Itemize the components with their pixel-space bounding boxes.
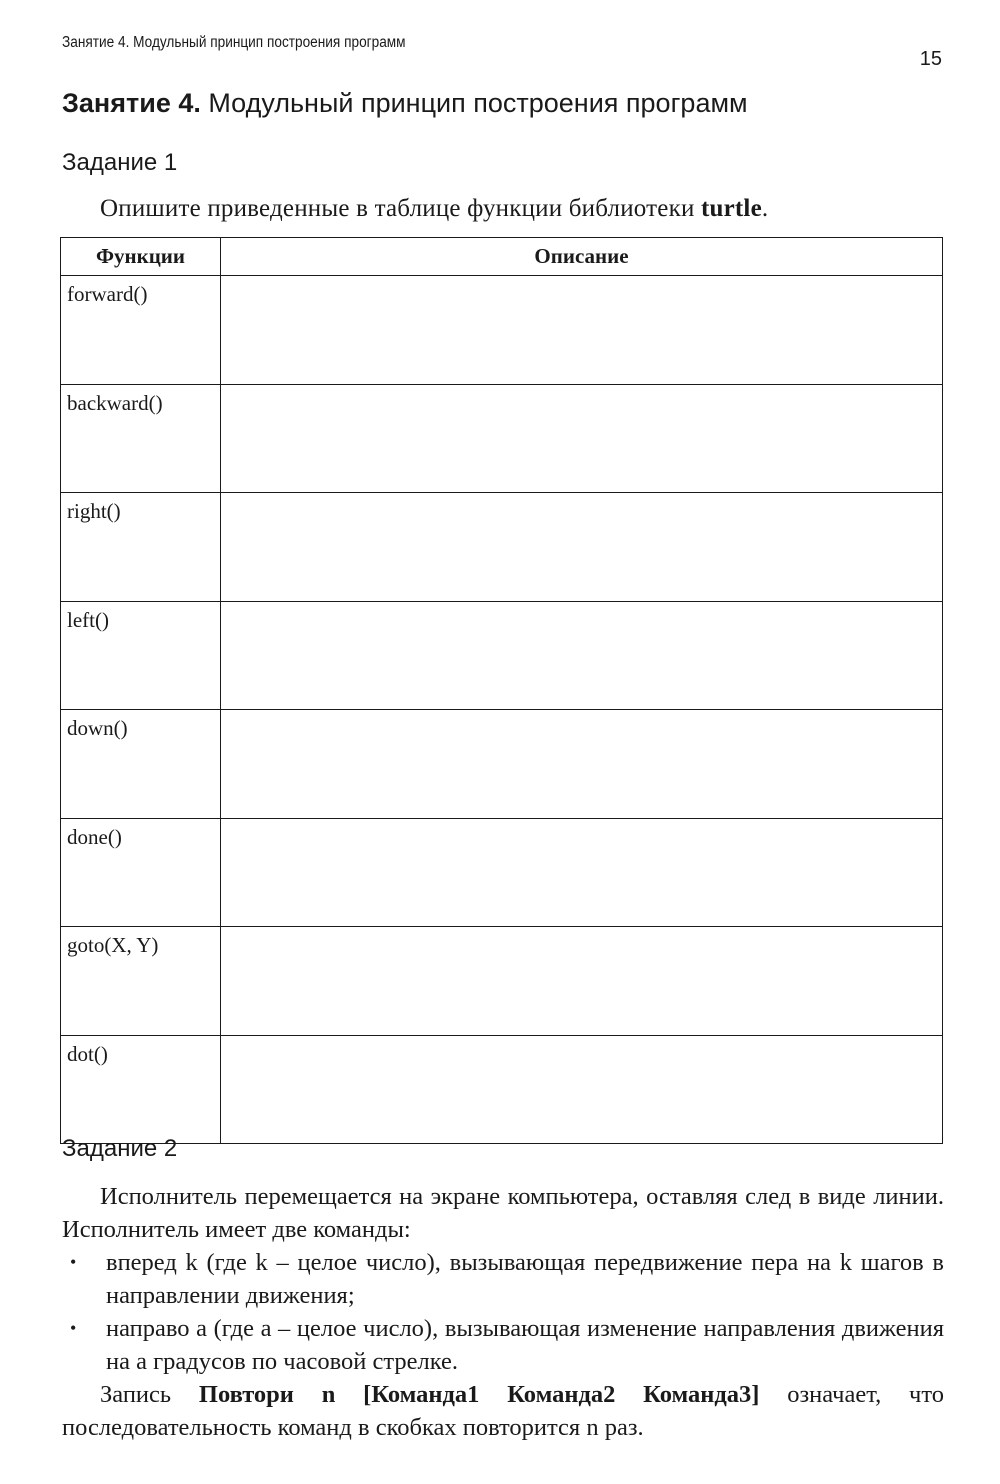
- intro-text: Опишите приведенные в таблице функции библиотеки: [100, 195, 701, 222]
- page-title: [62, 88, 748, 119]
- function-cell: right(): [61, 493, 221, 602]
- description-cell[interactable]: [221, 927, 943, 1036]
- table-row: [61, 710, 943, 819]
- page-number: 15: [919, 48, 942, 70]
- function-cell: forward(): [61, 276, 221, 385]
- list-item-text: направо a (где a – целое число), вызывающая изменение направления движения на a градусов по часовой стрелке.: [106, 1315, 944, 1375]
- description-cell[interactable]: [221, 276, 943, 385]
- para2-start: Запись: [100, 1381, 199, 1408]
- table-row: [61, 276, 943, 385]
- description-cell[interactable]: [221, 384, 943, 493]
- description-cell[interactable]: [221, 1035, 943, 1144]
- description-cell[interactable]: [221, 818, 943, 927]
- intro-end: .: [761, 195, 769, 222]
- function-cell: goto(X, Y): [61, 927, 221, 1036]
- running-head: Занятие 4. Модульный принцип построения программ: [62, 34, 406, 51]
- table-row: [61, 493, 943, 602]
- task2-body: [62, 1180, 944, 1444]
- function-cell: dot(): [61, 1035, 221, 1144]
- function-cell: backward(): [61, 384, 221, 493]
- table-row: [61, 1035, 943, 1144]
- function-cell: done(): [61, 818, 221, 927]
- task2-heading: Задание 2: [62, 1135, 178, 1162]
- task2-paragraph-2: [62, 1378, 944, 1444]
- header-functions: Функции: [61, 238, 221, 276]
- intro-bold: turtle: [700, 195, 762, 222]
- title-bold: Занятие 4.: [62, 88, 201, 118]
- description-cell[interactable]: [221, 601, 943, 710]
- table-row: [61, 601, 943, 710]
- header-description: Описание: [221, 238, 943, 276]
- task1-intro: [100, 195, 768, 223]
- para2-end: означает, что последовательность команд в скобках повторится n раз.: [62, 1381, 944, 1441]
- table-header-row: [61, 238, 943, 276]
- description-cell[interactable]: [221, 710, 943, 819]
- task1-heading: Задание 1: [62, 149, 178, 176]
- function-cell: left(): [61, 601, 221, 710]
- functions-table: [60, 237, 943, 1144]
- list-item: [62, 1312, 944, 1378]
- para2-bold: Повтори n [Команда1 Команда2 Команда3]: [198, 1381, 760, 1408]
- bullet-icon: •: [70, 1252, 77, 1272]
- function-cell: down(): [61, 710, 221, 819]
- list-item: [62, 1246, 944, 1312]
- task2-paragraph-1: Исполнитель перемещается на экране компьютера, оставляя след в виде линии. Исполнитель имеет две команды:: [62, 1183, 944, 1243]
- table-row: [61, 818, 943, 927]
- title-rest: Модульный принцип построения программ: [200, 88, 748, 118]
- bullet-icon: •: [70, 1318, 77, 1338]
- list-item-text: вперед k (где k – целое число), вызывающая передвижение пера на k шагов в направлении движения;: [106, 1249, 944, 1309]
- table-row: [61, 384, 943, 493]
- description-cell[interactable]: [221, 493, 943, 602]
- table-row: [61, 927, 943, 1036]
